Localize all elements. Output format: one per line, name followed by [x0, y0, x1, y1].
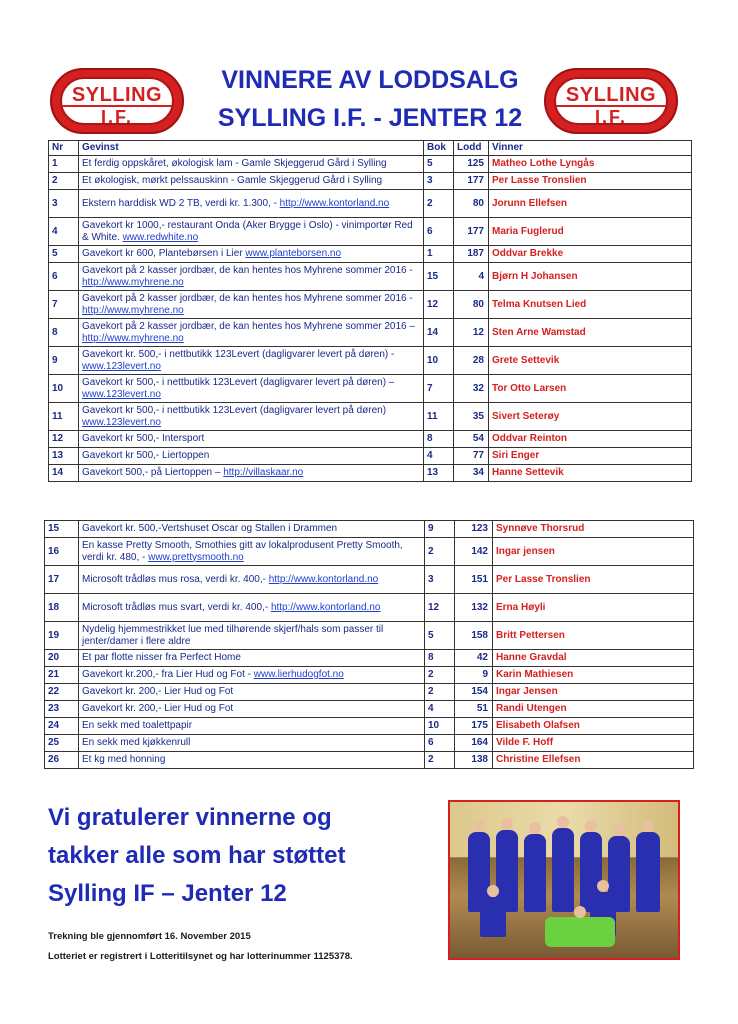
- table-row: [49, 263, 692, 291]
- prize-link[interactable]: http://www.kontorland.no: [279, 197, 390, 209]
- column-header-lodd: Lodd: [454, 141, 489, 156]
- winner-name: Karin Mathiesen: [493, 667, 694, 684]
- prize-description: [79, 594, 425, 622]
- prize-link[interactable]: http://www.myhrene.no: [82, 276, 184, 288]
- winners-table-1: [48, 140, 692, 482]
- winner-name: Hanne Settevik: [489, 465, 692, 482]
- prize-link[interactable]: www.redwhite.no: [122, 231, 199, 243]
- ticket-book: 4: [424, 448, 454, 465]
- winner-name: Per Lasse Tronslien: [493, 566, 694, 594]
- ticket-number: 51: [455, 701, 493, 718]
- ticket-number: 164: [455, 735, 493, 752]
- ticket-book: 12: [425, 594, 455, 622]
- page-header: [0, 60, 738, 140]
- ticket-book: 5: [425, 622, 455, 650]
- table-row: [45, 701, 694, 718]
- table-row: [45, 566, 694, 594]
- prize-description: [79, 566, 425, 594]
- ticket-book: 13: [424, 465, 454, 482]
- ticket-book: 15: [424, 263, 454, 291]
- ticket-book: 2: [424, 190, 454, 218]
- prize-text: Gavekort kr. 500,-Vertshuset Oscar og Stallen i Drammen: [82, 523, 338, 534]
- congrats-line1: Vi gratulerer vinnerne og: [48, 804, 332, 831]
- table-row: [45, 684, 694, 701]
- ticket-number: 9: [455, 667, 493, 684]
- ticket-book: 2: [425, 538, 455, 566]
- table-row: [45, 650, 694, 667]
- prize-description: [79, 263, 424, 291]
- winner-name: Randi Utengen: [493, 701, 694, 718]
- ticket-book: 10: [424, 347, 454, 375]
- ticket-number: 4: [454, 263, 489, 291]
- ticket-book: 5: [424, 156, 454, 173]
- prize-description: [79, 667, 425, 684]
- prize-description: [79, 156, 424, 173]
- prize-text: En sekk med kjøkkenrull: [82, 737, 191, 748]
- prize-text: Gavekort kr. 500,- i nettbutikk 123Levert (dagligvarer levert på døren) -: [82, 348, 395, 360]
- prize-text: En sekk med toalettpapir: [82, 720, 193, 731]
- page-title-line1: VINNERE AV LODDSALG: [221, 66, 519, 94]
- prize-number: 23: [45, 701, 79, 718]
- prize-number: 4: [49, 218, 79, 246]
- ticket-book: 2: [425, 684, 455, 701]
- ticket-number: 138: [455, 752, 493, 769]
- table-row: [49, 156, 692, 173]
- table-row: [49, 190, 692, 218]
- ticket-book: 3: [425, 566, 455, 594]
- prize-number: 11: [49, 403, 79, 431]
- winner-name: Telma Knutsen Lied: [489, 291, 692, 319]
- prize-number: 18: [45, 594, 79, 622]
- prize-number: 24: [45, 718, 79, 735]
- prize-description: [79, 521, 425, 538]
- winner-name: Per Lasse Tronslien: [489, 173, 692, 190]
- prize-text: Gavekort på 2 kasser jordbær, de kan hentes hos Myhrene sommer 2016 –: [82, 320, 415, 332]
- prize-link[interactable]: www.prettysmooth.no: [148, 551, 244, 563]
- prize-text: Gavekort på 2 kasser jordbær, de kan hentes hos Myhrene sommer 2016 -: [82, 264, 413, 276]
- prize-description: [79, 448, 424, 465]
- ticket-book: 7: [424, 375, 454, 403]
- ticket-book: 1: [424, 246, 454, 263]
- logo-text-line2: I.F.: [100, 107, 133, 125]
- ticket-number: 142: [455, 538, 493, 566]
- table-row: [49, 218, 692, 246]
- prize-number: 21: [45, 667, 79, 684]
- prize-text: Gavekort kr 500,- i nettbutikk 123Levert (dagligvarer levert på døren) –: [82, 376, 395, 388]
- prize-link[interactable]: www.123levert.no: [82, 416, 161, 428]
- ticket-book: 8: [425, 650, 455, 667]
- prize-description: [79, 701, 425, 718]
- ticket-number: 154: [455, 684, 493, 701]
- prize-link[interactable]: http://www.myhrene.no: [82, 304, 184, 316]
- prize-number: 9: [49, 347, 79, 375]
- winner-name: Grete Settevik: [489, 347, 692, 375]
- table-row: [49, 319, 692, 347]
- prize-text: Nydelig hjemmestrikket lue med tilhørende skjerf/hals som passer til jenter/damer i flere aldre: [82, 623, 384, 647]
- ticket-book: 11: [424, 403, 454, 431]
- winner-name: Christine Ellefsen: [493, 752, 694, 769]
- table-row: [49, 375, 692, 403]
- sylling-logo-left: [50, 68, 184, 134]
- prize-number: 14: [49, 465, 79, 482]
- table-row: [49, 246, 692, 263]
- table-row: [49, 347, 692, 375]
- prize-link[interactable]: www.lierhudogfot.no: [253, 669, 344, 680]
- ticket-number: 132: [455, 594, 493, 622]
- prize-text: Gavekort på 2 kasser jordbær, de kan hentes hos Myhrene sommer 2016 -: [82, 292, 413, 304]
- prize-number: 25: [45, 735, 79, 752]
- prize-description: [79, 403, 424, 431]
- column-header-gevinst: Gevinst: [79, 141, 424, 156]
- prize-number: 12: [49, 431, 79, 448]
- ticket-book: 9: [425, 521, 455, 538]
- prize-description: [79, 218, 424, 246]
- prize-text: Microsoft trådløs mus rosa, verdi kr. 400,-: [82, 573, 269, 585]
- prize-text: Microsoft trådløs mus svart, verdi kr. 400,-: [82, 601, 271, 613]
- table-row: [49, 403, 692, 431]
- ticket-number: 54: [454, 431, 489, 448]
- winner-name: Synnøve Thorsrud: [493, 521, 694, 538]
- ticket-number: 177: [454, 173, 489, 190]
- ticket-number: 12: [454, 319, 489, 347]
- column-header-nr: Nr: [49, 141, 79, 156]
- winner-name: Tor Otto Larsen: [489, 375, 692, 403]
- winner-name: Ingar Jensen: [493, 684, 694, 701]
- prize-text: Et kg med honning: [82, 754, 166, 765]
- prize-description: [79, 735, 425, 752]
- logo-text-line1: SYLLING: [71, 84, 163, 106]
- prize-number: 22: [45, 684, 79, 701]
- prize-text: Gavekort kr 500,- Liertoppen: [82, 450, 210, 461]
- ticket-number: 123: [455, 521, 493, 538]
- ticket-book: 8: [424, 431, 454, 448]
- ticket-number: 187: [454, 246, 489, 263]
- ticket-number: 175: [455, 718, 493, 735]
- prize-number: 19: [45, 622, 79, 650]
- prize-description: [79, 622, 425, 650]
- prize-description: [79, 431, 424, 448]
- winners-table-2: [44, 520, 694, 769]
- page-title-line2: SYLLING I.F. - JENTER 12: [217, 104, 523, 132]
- winner-name: Sten Arne Wamstad: [489, 319, 692, 347]
- ticket-number: 177: [454, 218, 489, 246]
- prize-link[interactable]: http://villaskaar.no: [223, 467, 304, 478]
- prize-text: Gavekort kr 500,- Intersport: [82, 433, 205, 444]
- prize-text: Gavekort 500,- på Liertoppen –: [82, 467, 224, 478]
- prize-description: [79, 347, 424, 375]
- ticket-book: 2: [425, 752, 455, 769]
- team-photo: [448, 800, 680, 960]
- prize-link[interactable]: http://www.kontorland.no: [268, 573, 379, 585]
- prize-description: [79, 650, 425, 667]
- prize-number: 26: [45, 752, 79, 769]
- prize-text: Et ferdig oppskåret, økologisk lam - Gamle Skjeggerud Gård i Sylling: [82, 158, 387, 169]
- winner-name: Bjørn H Johansen: [489, 263, 692, 291]
- prize-description: [79, 752, 425, 769]
- prize-link[interactable]: http://www.myhrene.no: [82, 332, 184, 344]
- prize-text: Et økologisk, mørkt pelssauskinn - Gamle Skjeggerud Gård i Sylling: [82, 175, 383, 186]
- prize-text: Et par flotte nisser fra Perfect Home: [82, 652, 241, 663]
- ticket-number: 158: [455, 622, 493, 650]
- prize-number: 15: [45, 521, 79, 538]
- ticket-number: 28: [454, 347, 489, 375]
- ticket-book: 6: [425, 735, 455, 752]
- winner-name: Sivert Seterøy: [489, 403, 692, 431]
- prize-number: 10: [49, 375, 79, 403]
- sylling-logo-right: [544, 68, 678, 134]
- prize-text: Ekstern harddisk WD 2 TB, verdi kr. 1.300, -: [82, 197, 280, 209]
- table-row: [45, 622, 694, 650]
- ticket-number: 151: [455, 566, 493, 594]
- table-row: [45, 594, 694, 622]
- ticket-number: 80: [454, 190, 489, 218]
- prize-description: [79, 538, 425, 566]
- ticket-book: 14: [424, 319, 454, 347]
- ticket-book: 6: [424, 218, 454, 246]
- ticket-number: 125: [454, 156, 489, 173]
- prize-text: Gavekort kr 500,- i nettbutikk 123Levert (dagligvarer levert på døren): [82, 404, 387, 416]
- winner-name: Oddvar Brekke: [489, 246, 692, 263]
- ticket-book: 12: [424, 291, 454, 319]
- prize-text: Gavekort kr 600, Plantebørsen i Lier: [82, 248, 246, 259]
- table-row: [49, 291, 692, 319]
- table-row: [45, 752, 694, 769]
- prize-number: 1: [49, 156, 79, 173]
- prize-link[interactable]: www.123levert.no: [82, 360, 161, 372]
- ticket-book: 2: [425, 667, 455, 684]
- ticket-book: 3: [424, 173, 454, 190]
- prize-link[interactable]: http://www.kontorland.no: [270, 601, 381, 613]
- winner-name: Vilde F. Hoff: [493, 735, 694, 752]
- prize-description: [79, 246, 424, 263]
- table-row: [45, 735, 694, 752]
- prize-text: Gavekort kr.200,- fra Lier Hud og Fot -: [82, 669, 254, 680]
- winner-name: Elisabeth Olafsen: [493, 718, 694, 735]
- prize-description: [79, 291, 424, 319]
- prize-description: [79, 375, 424, 403]
- ticket-book: 10: [425, 718, 455, 735]
- prize-number: 8: [49, 319, 79, 347]
- winner-name: Matheo Lothe Lyngås: [489, 156, 692, 173]
- prize-number: 5: [49, 246, 79, 263]
- prize-description: [79, 190, 424, 218]
- winner-name: Jorunn Ellefsen: [489, 190, 692, 218]
- ticket-number: 80: [454, 291, 489, 319]
- prize-text: Gavekort kr. 200,- Lier Hud og Fot: [82, 686, 234, 697]
- prize-text: En kasse Pretty Smooth, Smothies gitt av lokalprodusent Pretty Smooth, verdi kr. 480, -: [82, 539, 403, 563]
- logo-text-line1: SYLLING: [565, 84, 657, 106]
- prize-number: 2: [49, 173, 79, 190]
- table-row: [49, 448, 692, 465]
- congrats-line2: takker alle som har støttet: [48, 842, 346, 869]
- winner-name: Ingar jensen: [493, 538, 694, 566]
- column-header-vinner: Vinner: [489, 141, 692, 156]
- ticket-number: 77: [454, 448, 489, 465]
- winner-name: Oddvar Reinton: [489, 431, 692, 448]
- prize-number: 13: [49, 448, 79, 465]
- table-row: [45, 718, 694, 735]
- prize-number: 16: [45, 538, 79, 566]
- prize-link[interactable]: www.123levert.no: [82, 388, 161, 400]
- table-row: [45, 667, 694, 684]
- table-row: [45, 538, 694, 566]
- prize-text: Gavekort kr. 200,- Lier Hud og Fot: [82, 703, 234, 714]
- column-header-bok: Bok: [424, 141, 454, 156]
- logo-text-line2: I.F.: [594, 107, 627, 125]
- prize-description: [79, 465, 424, 482]
- congrats-line3: Sylling IF – Jenter 12: [48, 880, 287, 907]
- ticket-number: 34: [454, 465, 489, 482]
- ticket-number: 32: [454, 375, 489, 403]
- prize-number: 3: [49, 190, 79, 218]
- prize-text: Gavekort kr 1000,- restaurant Onda (Aker Brygge i Oslo) - vinimportør Red & White.: [82, 219, 413, 243]
- winner-name: Britt Pettersen: [493, 622, 694, 650]
- ticket-book: 4: [425, 701, 455, 718]
- prize-number: 17: [45, 566, 79, 594]
- winner-name: Siri Enger: [489, 448, 692, 465]
- table-row: [49, 173, 692, 190]
- ticket-number: 42: [455, 650, 493, 667]
- draw-date-note: Trekning ble gjennomført 16. November 2015: [48, 931, 251, 942]
- prize-description: [79, 319, 424, 347]
- prize-number: 20: [45, 650, 79, 667]
- lottery-registration-note: Lotteriet er registrert i Lotteritilsynet og har lotterinummer 1125378.: [48, 951, 353, 962]
- winner-name: Maria Fuglerud: [489, 218, 692, 246]
- winner-name: Hanne Gravdal: [493, 650, 694, 667]
- prize-description: [79, 173, 424, 190]
- table-header-row: [49, 141, 692, 156]
- ticket-number: 35: [454, 403, 489, 431]
- table-row: [49, 431, 692, 448]
- prize-description: [79, 718, 425, 735]
- winner-name: Erna Høyli: [493, 594, 694, 622]
- prize-link[interactable]: www.planteborsen.no: [245, 248, 342, 259]
- prize-number: 6: [49, 263, 79, 291]
- prize-number: 7: [49, 291, 79, 319]
- table-row: [49, 465, 692, 482]
- prize-description: [79, 684, 425, 701]
- table-row: [45, 521, 694, 538]
